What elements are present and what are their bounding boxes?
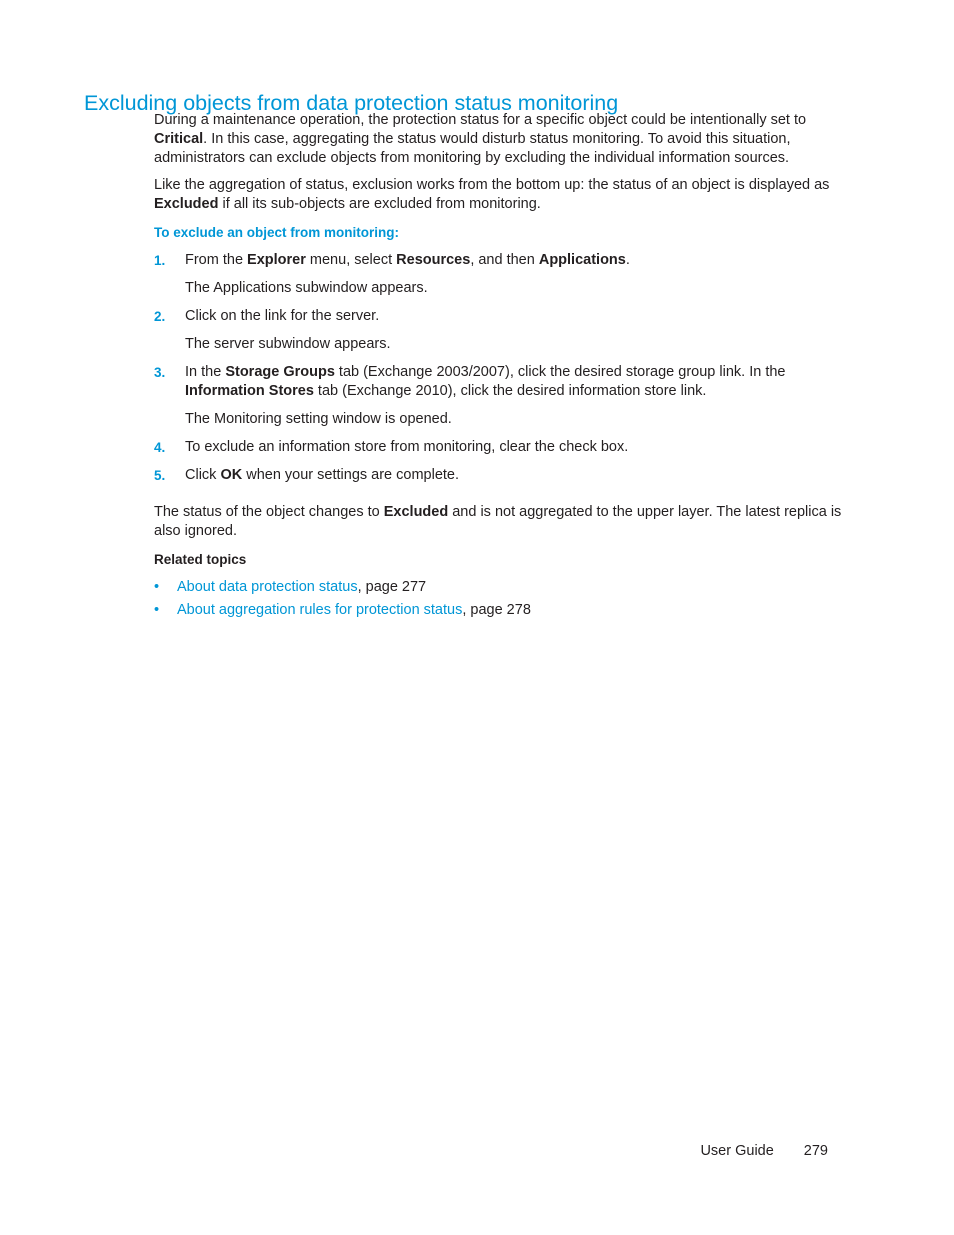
step-number: 2. bbox=[154, 309, 166, 324]
bold-term: Excluded bbox=[154, 196, 219, 212]
bullet-icon: • bbox=[154, 602, 160, 618]
page-number: 279 bbox=[803, 1143, 828, 1159]
list-item: • About aggregation rules for protection status, page 278 bbox=[154, 602, 531, 618]
step-result: The Applications subwindow appears. bbox=[185, 280, 428, 296]
step-number: 4. bbox=[154, 440, 166, 455]
step-item bbox=[154, 438, 844, 457]
related-link-aggregation-rules[interactable]: About aggregation rules for protection status bbox=[177, 602, 463, 618]
step-number: 3. bbox=[154, 365, 166, 380]
bold-term: Critical bbox=[154, 131, 204, 147]
related-link-data-protection-status[interactable]: About data protection status bbox=[177, 579, 358, 595]
step-text: Click OK when your settings are complete. bbox=[185, 467, 460, 483]
related-topics-list bbox=[154, 578, 844, 620]
bold-term: Excluded bbox=[383, 504, 449, 520]
related-topics-heading: Related topics bbox=[154, 552, 247, 567]
page-footer bbox=[600, 1143, 828, 1159]
page-content bbox=[154, 111, 844, 624]
step-result: The server subwindow appears. bbox=[185, 336, 391, 352]
procedure-steps bbox=[154, 251, 844, 485]
step-text: In the Storage Groups tab (Exchange 2003/2007), click the desired storage group link. In the Information Stores tab (Exchange 2010), click the desired information store link. bbox=[185, 364, 786, 399]
procedure-title: To exclude an object from monitoring: bbox=[154, 225, 400, 240]
step-item bbox=[154, 307, 844, 354]
step-number: 5. bbox=[154, 468, 166, 483]
step-text: From the Explorer menu, select Resources, and then Applications. bbox=[185, 252, 630, 268]
step-result: The Monitoring setting window is opened. bbox=[185, 411, 452, 427]
step-item bbox=[154, 466, 844, 485]
bullet-icon: • bbox=[154, 579, 160, 595]
step-number: 1. bbox=[154, 253, 166, 268]
step-text: To exclude an information store from monitoring, clear the check box. bbox=[185, 439, 629, 455]
list-item: • About data protection status, page 277 bbox=[154, 579, 427, 595]
page-title: Excluding objects from data protection status monitoring bbox=[84, 91, 619, 116]
status-paragraph: The status of the object changes to Excluded and is not aggregated to the upper layer. The latest replica is also ignored. bbox=[154, 504, 842, 539]
exclusion-paragraph: Like the aggregation of status, exclusion works from the bottom up: the status of an object is displayed as Excluded if all its sub-objects are excluded from monitoring. bbox=[154, 177, 830, 212]
step-text: Click on the link for the server. bbox=[185, 308, 380, 324]
footer-label: User Guide bbox=[700, 1143, 774, 1159]
step-item bbox=[154, 363, 844, 429]
step-item bbox=[154, 251, 844, 298]
intro-paragraph: During a maintenance operation, the protection status for a specific object could be intentionally set to Critical. In this case, aggregating the status would disturb status monitoring. To avoid this situation, administrators can exclude objects from monitoring by excluding the individual information sources. bbox=[154, 112, 807, 166]
